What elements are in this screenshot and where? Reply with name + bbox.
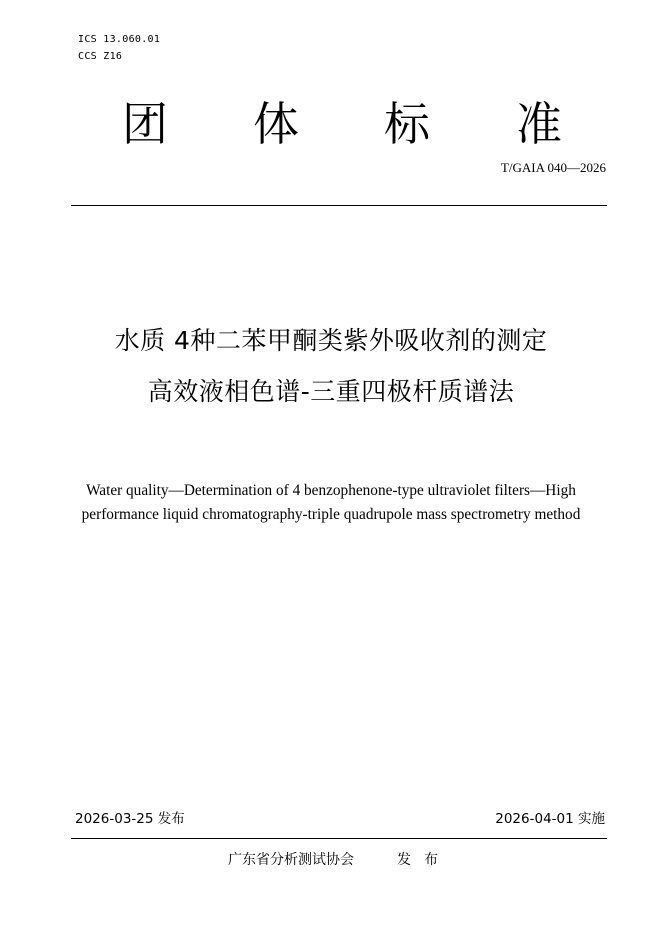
standard-type-title [0,96,662,156]
standard-type-char: 准 [516,97,562,151]
ccs-code: CCS Z16 [78,51,123,62]
chinese-title-line-1: 水质 4种二苯甲酮类紫外吸收剂的测定 [114,326,548,355]
chinese-title-line-2: 高效液相色谱-三重四极杆质谱法 [147,377,515,406]
header-divider [71,205,607,206]
english-title-line-1: Water quality—Determination of 4 benzophenone-type ultraviolet filters—High [86,482,576,499]
publish-label: 发布 [397,852,451,868]
standard-code: T/GAIA 040—2026 [500,160,606,175]
standard-type-char: 团 [122,97,168,151]
publish-date: 2026-03-25 发布 [75,811,185,827]
ics-code: ICS 13.060.01 [78,34,161,45]
english-title-line-2: performance liquid chromatography-triple quadrupole mass spectrometry method [81,506,581,523]
publisher-name: 广东省分析测试协会 [228,852,354,868]
standard-type-char: 体 [253,97,299,151]
footer-divider [71,838,607,839]
standard-type-char: 标 [384,97,430,151]
implementation-date: 2026-04-01 实施 [495,811,605,827]
